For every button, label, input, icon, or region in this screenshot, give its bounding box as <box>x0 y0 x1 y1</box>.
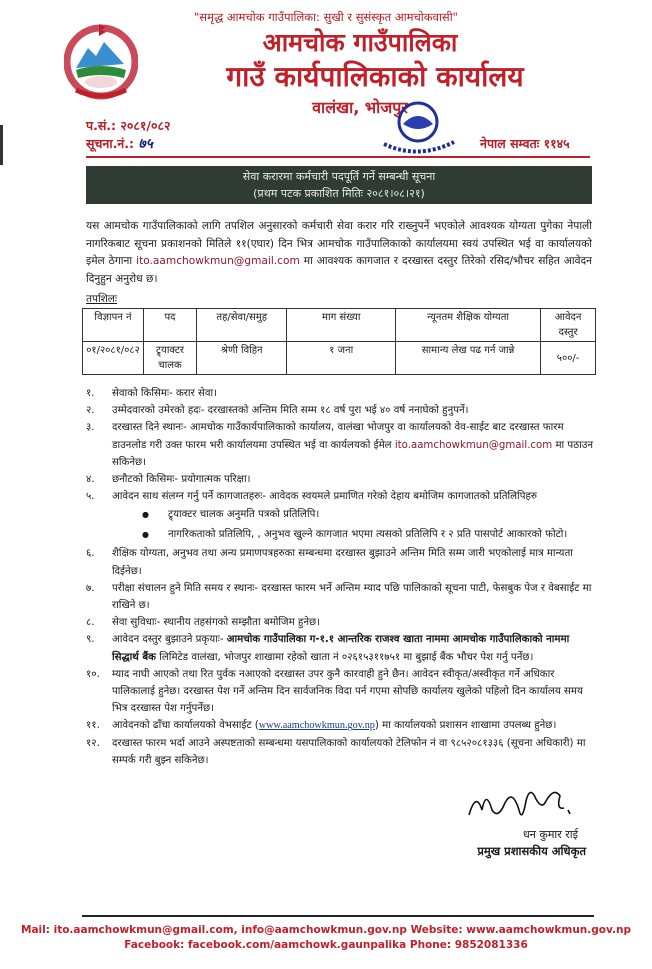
item-text: सेवा सुविधाः- स्थानीय तहसंगको सम्झौता बमोजिम हुनेछ। <box>112 617 320 629</box>
municipality-name: आमचोक गाउँपालिका <box>262 28 458 57</box>
list-item <box>86 717 598 734</box>
signature-block <box>86 783 598 859</box>
item-text: छनौटको किसिमः- प्रयोगात्मक परिक्षा। <box>112 474 251 486</box>
notice-published-date: (प्रथम पटक प्रकाशित मितिः २०८१।०८।२१) <box>253 187 425 200</box>
notice-title: सेवा करारमा कर्मचारी पदपूर्ति गर्ने सम्बन्धी सूचना <box>242 170 436 183</box>
nepal-government-emblem-icon <box>64 22 138 104</box>
col-header-post: पद <box>143 309 196 342</box>
list-item <box>86 385 598 402</box>
vacancy-table <box>82 308 596 375</box>
reference-number <box>86 118 170 133</box>
cell-demand: १ जना <box>287 342 395 375</box>
nepal-samvat: नेपाल सम्वतः ११४५ <box>480 136 570 151</box>
item-bold-text: आमचोक गाउँपालिका ग-१.१ आन्तरिक राजश्व खाता नाममा आमचोक गाउँपालिकाको नाममा सिद्धार्थ बैंक <box>112 634 570 663</box>
sublist-item: ● ट्र्याक्टर चालक अनुमति पत्रको प्रतिलिपि। <box>142 505 598 525</box>
handwritten-signature-icon <box>464 783 584 827</box>
reference-label: प.सं.: <box>86 118 117 133</box>
cell-ad-no: ०१/२०८१/०८२ <box>83 342 144 375</box>
reference-value: २०८१/०८२ <box>120 118 171 133</box>
intro-text-after: मा आवश्यक कागजात र दरखास्त दस्तुर तिरेको रसिद/भौचर सहित आवेदन दिनुहुन अनुरोध छ। <box>86 255 592 285</box>
notice-banner <box>86 166 592 204</box>
item-number: १. <box>86 388 95 399</box>
item-text: परीक्षा संचालन हुने मिति समय र स्थानः- दरखास्त फारम भर्ने अन्तिम म्याद पछि पालिकाको सूचना पाटी, फेसबुक पेज र वेबसाईट मा राखिने छ। <box>112 582 592 612</box>
intro-paragraph <box>86 218 592 288</box>
intro-email-link[interactable]: ito.aamchowkmun@gmail.com <box>136 255 300 267</box>
document-sublist <box>112 505 598 545</box>
table-header-row <box>83 309 596 342</box>
item-text-after: मा पठाउन सकिनेछ। <box>112 439 594 468</box>
item-text: उम्मेदवारको उमेरको हदः- दरखास्तको अन्तिम मिति सम्म १८ वर्ष पुरा भई ४० वर्ष ननाघेको हुनुपर्ने। <box>112 405 469 417</box>
item-text: आवेदनको ढाँचा कार्यालयको वेभसाईट ( <box>112 720 259 732</box>
list-item <box>86 419 598 471</box>
list-item <box>86 545 598 579</box>
item-text-after: लिमिटेड वालंखा, भोजपुर शाखामा रहेको खाता नं ०२६१५३११७५१ मा बुझाई बैंक भौचर पेश गर्नु पर्नेछ। <box>159 651 534 663</box>
notice-label: सूचना.नं.: <box>86 136 134 151</box>
letterhead <box>0 0 652 156</box>
list-item <box>86 402 598 419</box>
notice-body <box>0 156 652 859</box>
signatory-name: धन कुमार राई <box>523 828 578 842</box>
item-number: १२. <box>86 737 100 749</box>
item-text: दरखास्त दिने स्थानः- आमचोक गाउँकार्यपालिकाको कार्यालय, वालंखा भोजपुर वा कार्यालयको वेव-साईट बाट दरखास्त फारम डाउनलोड गरी उक्त फारम भरी कार्यालयमा उपस्थित भई वा कार्यलयको ईमेल <box>112 422 564 451</box>
header-divider <box>86 156 590 158</box>
signatory-title: प्रमुख प्रशासकीय अधिकृत <box>477 844 586 859</box>
cell-fee: ५००/- <box>541 342 596 375</box>
item-text: सेवाको किसिमः- करार सेवा। <box>112 388 218 399</box>
cell-qualification: सामान्य लेख पढ गर्न जान्ने <box>395 342 540 375</box>
item-text-after: ) मा कार्यालयको प्रशासन शाखामा उपलब्ध हुनेछ। <box>374 720 557 732</box>
office-seal-stamp-icon <box>372 100 464 156</box>
item-text: म्याद नाघी आएको तथा रित पुर्वक नआएको दरखास्त उपर कुनै कारवाही हुने छैन। आवेदन स्वीकृत/अस्वीकृत गर्ने अधिकार पालिकालाई हुनेछ। दरखास्त पेश गर्ने अन्तिम दिन सार्वजनिक विदा पर्न गएमा सोपछि कार्यालय खुलेको पहिलो दिन कार्यालय समय भित्र दरखास्त पेश गर्नुपर्नेछ। <box>112 668 583 715</box>
list-item <box>86 631 598 665</box>
item-number: ७. <box>86 582 95 594</box>
item-number: ५. <box>86 491 95 503</box>
motto: "समृद्ध आमचोक गाउँपालिका: सुखी र सुसंस्कृत आमचोकवासी" <box>194 10 458 24</box>
website-link[interactable]: www.aamchowkmun.gov.np <box>258 720 375 732</box>
list-item <box>86 735 598 769</box>
col-header-qualification: न्यूनतम शैक्षिक योग्यता <box>395 309 540 342</box>
col-header-fee: आवेदन दस्तुर <box>541 309 596 342</box>
col-header-demand: माग संख्या <box>287 309 395 342</box>
list-item <box>86 580 598 614</box>
office-location: वालंखा, भोजपुर <box>312 98 408 117</box>
notice-value: ७५ <box>138 136 153 152</box>
item-number: ८. <box>86 617 95 629</box>
list-item <box>86 471 598 488</box>
table-row <box>83 342 596 375</box>
office-name: गाउँ कार्यपालिकाको कार्यालय <box>226 60 524 93</box>
terms-list <box>86 385 598 769</box>
sublist-item: ● नागरिकताको प्रतिलिपि, , अनुभव खुल्ने कागजात भएमा त्यसको प्रतिलिपि र २ प्रति पासपोर्ट आकारको फोटो। <box>142 525 598 545</box>
cell-level: श्रेणी विहिन <box>197 342 287 375</box>
item-text: शैक्षिक योग्यता, अनुभव तथा अन्य प्रमाणपत्रहरुका सम्बन्धमा दरखास्त बुझाउने अन्तिम मिति सम्म जारी भएकोलाई मात्र मान्यता दिईनेछ। <box>112 548 573 577</box>
item-text: दरखास्त फारम भर्दा आउने अस्पष्टताको सम्बन्धमा यसपालिकाको कार्यालयको टेलिफोन नं वा ९८५२०८१३३६ (सूचना अधिकारी) मा सम्पर्क गरी बुझ्न सकिनेछ। <box>112 737 586 766</box>
email-link[interactable]: ito.aamchowkmun@gmail.com <box>394 439 553 451</box>
col-header-level: तह/सेवा/समुह <box>197 309 287 342</box>
list-item <box>86 488 598 545</box>
scan-edge-mark <box>0 125 3 165</box>
item-number: ४. <box>86 474 95 486</box>
item-text: आवेदन साथ संलग्न गर्नु पर्ने कागजातहरुः- आवेदक स्वयमले प्रमाणित गरेको देहाय बमोजिम कागजातको प्रतिलिपिहरु <box>112 491 537 503</box>
footer-divider <box>82 915 594 917</box>
item-number: ६. <box>86 548 95 560</box>
item-text: आवेदन दस्तुर बुझाउने प्रकृयाः- <box>112 634 224 646</box>
cell-post: ट्र्याक्टर चालक <box>143 342 196 375</box>
footer-contact-line: Mail: ito.aamchowkmun@gmail.com, info@aamchowkmun.gov.np Website: www.aamchowkmun.gov.np <box>21 924 631 937</box>
list-item <box>86 614 598 631</box>
list-item <box>86 666 598 718</box>
item-number: १०. <box>86 668 100 680</box>
intro-text: यस आमचोक गाउँपालिकाको लागि तपशिल अनुसारको कर्मचारी सेवा करार गरि राख्नुपर्ने भएकोले आवश्यक योग्यता पुगेका नेपाली नागरिकबाट सूचना प्रकाशनको मितिले ११(एघार) दिन भित्र आमचोक गाउँपालिकाको कार्यालयमा स्वयं उपस्थित भई वा कार्यालयको इमेल ठेगाना <box>86 220 592 267</box>
item-number: ३. <box>86 422 95 434</box>
details-label: तपशिलः <box>86 293 118 305</box>
footer-social-line: Facebook: facebook.com/aamchowk.gaunpalika Phone: 9852081336 <box>124 939 528 952</box>
item-number: ९. <box>86 634 95 646</box>
item-number: ११. <box>86 720 100 732</box>
notice-number <box>86 136 153 152</box>
item-number: २. <box>86 405 95 417</box>
col-header-ad-no: विज्ञापन नं <box>83 309 144 342</box>
footer <box>0 915 652 969</box>
